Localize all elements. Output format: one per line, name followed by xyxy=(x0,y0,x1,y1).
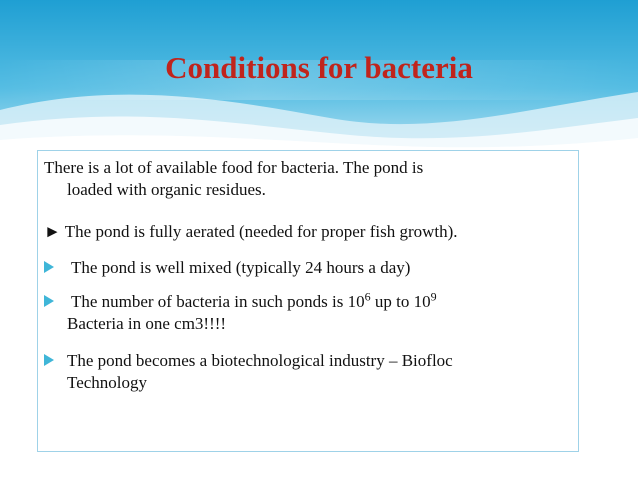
list-item xyxy=(44,257,554,279)
item-text-line1: There is a lot of available food for bacteria. The pond is xyxy=(44,158,424,177)
item-text-line2: Technology xyxy=(67,373,148,392)
black-arrow-marker: ► xyxy=(44,222,61,241)
bullet-triangle-icon xyxy=(44,354,54,366)
exponent: 6 xyxy=(364,289,371,304)
list-item xyxy=(44,291,554,335)
item-text-mid: up to 10 xyxy=(370,292,431,311)
item-text-line1: The pond becomes a biotechnological industry – Biofloc xyxy=(67,351,453,370)
item-text-pre: The number of bacteria in such ponds is 10 xyxy=(67,292,365,311)
slide-title: Conditions for bacteria xyxy=(165,50,473,85)
exponent: 9 xyxy=(430,289,437,304)
item-text: The pond is fully aerated (needed for proper fish growth). xyxy=(64,222,458,241)
item-text-line2: loaded with organic residues. xyxy=(67,180,266,199)
list-item xyxy=(44,221,554,243)
list-item xyxy=(44,350,554,394)
item-text-line2: Bacteria in one cm3!!!! xyxy=(67,314,227,333)
list-item xyxy=(44,157,554,201)
bullet-triangle-icon xyxy=(44,261,54,273)
item-text: The pond is well mixed (typically 24 hours a day) xyxy=(67,258,411,277)
bullet-triangle-icon xyxy=(44,295,54,307)
